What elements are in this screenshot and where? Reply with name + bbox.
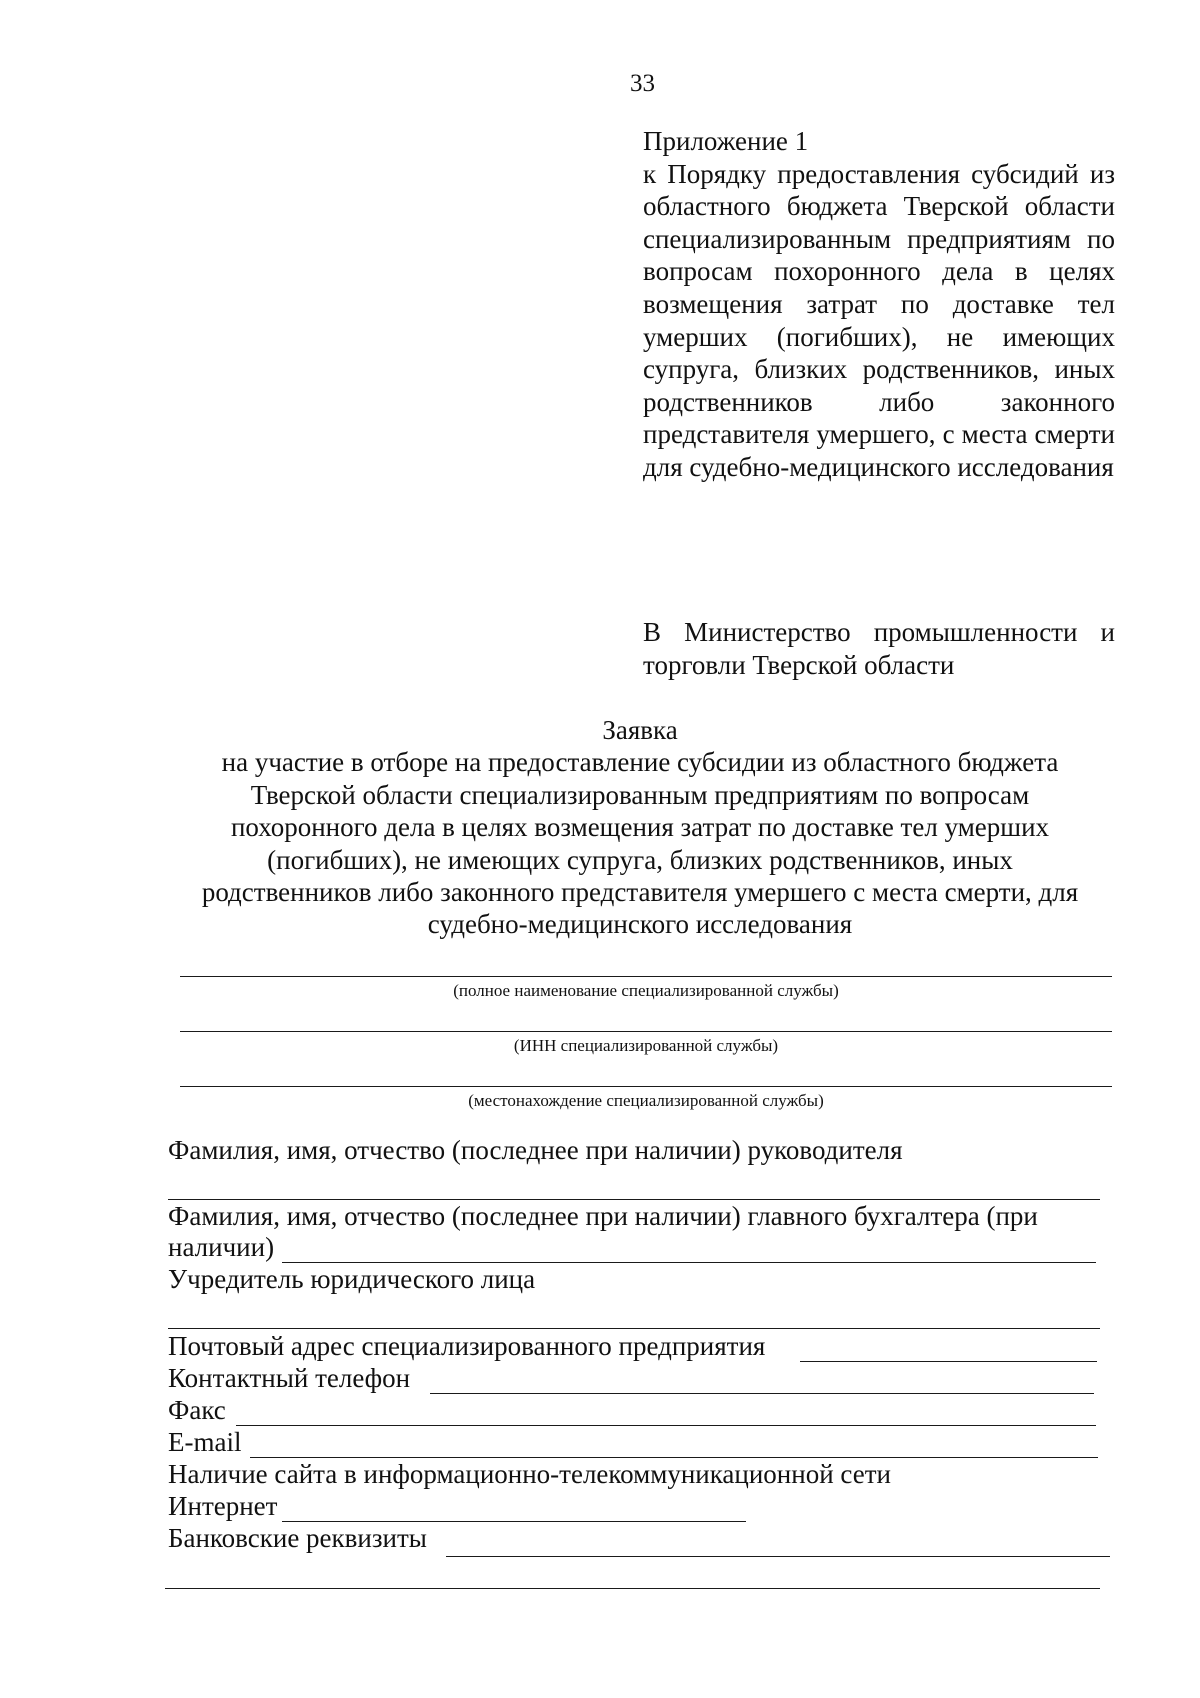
location-line[interactable] xyxy=(180,1086,1112,1087)
full-name-caption: (полное наименование специализированной службы) xyxy=(453,981,839,1000)
website-label-line1: Наличие сайта в информационно-телекоммуникационной сети xyxy=(168,1459,891,1489)
director-label: Фамилия, имя, отчество (последнее при наличии) руководителя xyxy=(168,1135,903,1165)
phone-line[interactable] xyxy=(430,1393,1094,1394)
full-name-line[interactable] xyxy=(180,976,1112,977)
founder-label: Учредитель юридического лица xyxy=(168,1264,536,1294)
appendix-body: к Порядку предоставления субсидий из областного бюджета Тверской области специализированным предприятиям по вопросам похоронного дела в целях возмещения затрат по доставке тел умерших (погибших), не имеющих супруга, близких родственников, иных родственников либо законного представителя умершего, с места смерти для судебно-медицинского исследования xyxy=(643,158,1115,482)
email-label: E-mail xyxy=(168,1427,242,1457)
website-label-line2: Интернет xyxy=(168,1491,278,1521)
phone-label: Контактный телефон xyxy=(168,1363,411,1393)
addressee: В Министерство промышленности и торговли Тверской области xyxy=(643,617,1115,680)
application-title: Заявка xyxy=(602,715,678,745)
page-number: 33 xyxy=(630,70,655,97)
appendix-title: Приложение 1 xyxy=(643,126,809,156)
appendix-block xyxy=(643,125,1115,484)
accountant-line[interactable] xyxy=(282,1262,1096,1263)
accountant-label-line1: Фамилия, имя, отчество (последнее при наличии) главного бухгалтера (при xyxy=(168,1201,1038,1231)
application-heading xyxy=(160,714,1120,941)
accountant-label-line2: наличии) xyxy=(168,1232,275,1262)
bank-details-label: Банковские реквизиты xyxy=(168,1523,427,1553)
postal-address-label: Почтовый адрес специализированного предприятия xyxy=(168,1331,766,1361)
bank-details-line[interactable] xyxy=(446,1556,1110,1557)
location-blank xyxy=(180,1086,1112,1111)
fax-line[interactable] xyxy=(236,1425,1096,1426)
location-caption: (местонахождение специализированной службы) xyxy=(468,1091,824,1110)
bank-details-line-2[interactable] xyxy=(165,1588,1100,1589)
director-line[interactable] xyxy=(168,1199,1100,1200)
fax-label: Факс xyxy=(168,1395,226,1425)
founder-line[interactable] xyxy=(168,1328,1100,1329)
inn-caption: (ИНН специализированной службы) xyxy=(513,1036,779,1055)
application-subtitle: на участие в отборе на предоставление субсидии из областного бюджета Тверской области специализированным предприятиям по вопросам похоронного дела в целях возмещения затрат по доставке тел умерших (погибших), не имеющих супруга, близких родственников, иных родственников либо законного представителя умершего с места смерти, для судебно-медицинского исследования xyxy=(201,747,1079,940)
website-line[interactable] xyxy=(282,1521,746,1522)
inn-blank xyxy=(180,1031,1112,1056)
inn-line[interactable] xyxy=(180,1031,1112,1032)
email-line[interactable] xyxy=(250,1457,1098,1458)
full-name-blank xyxy=(180,976,1112,1001)
postal-address-line[interactable] xyxy=(800,1361,1097,1362)
